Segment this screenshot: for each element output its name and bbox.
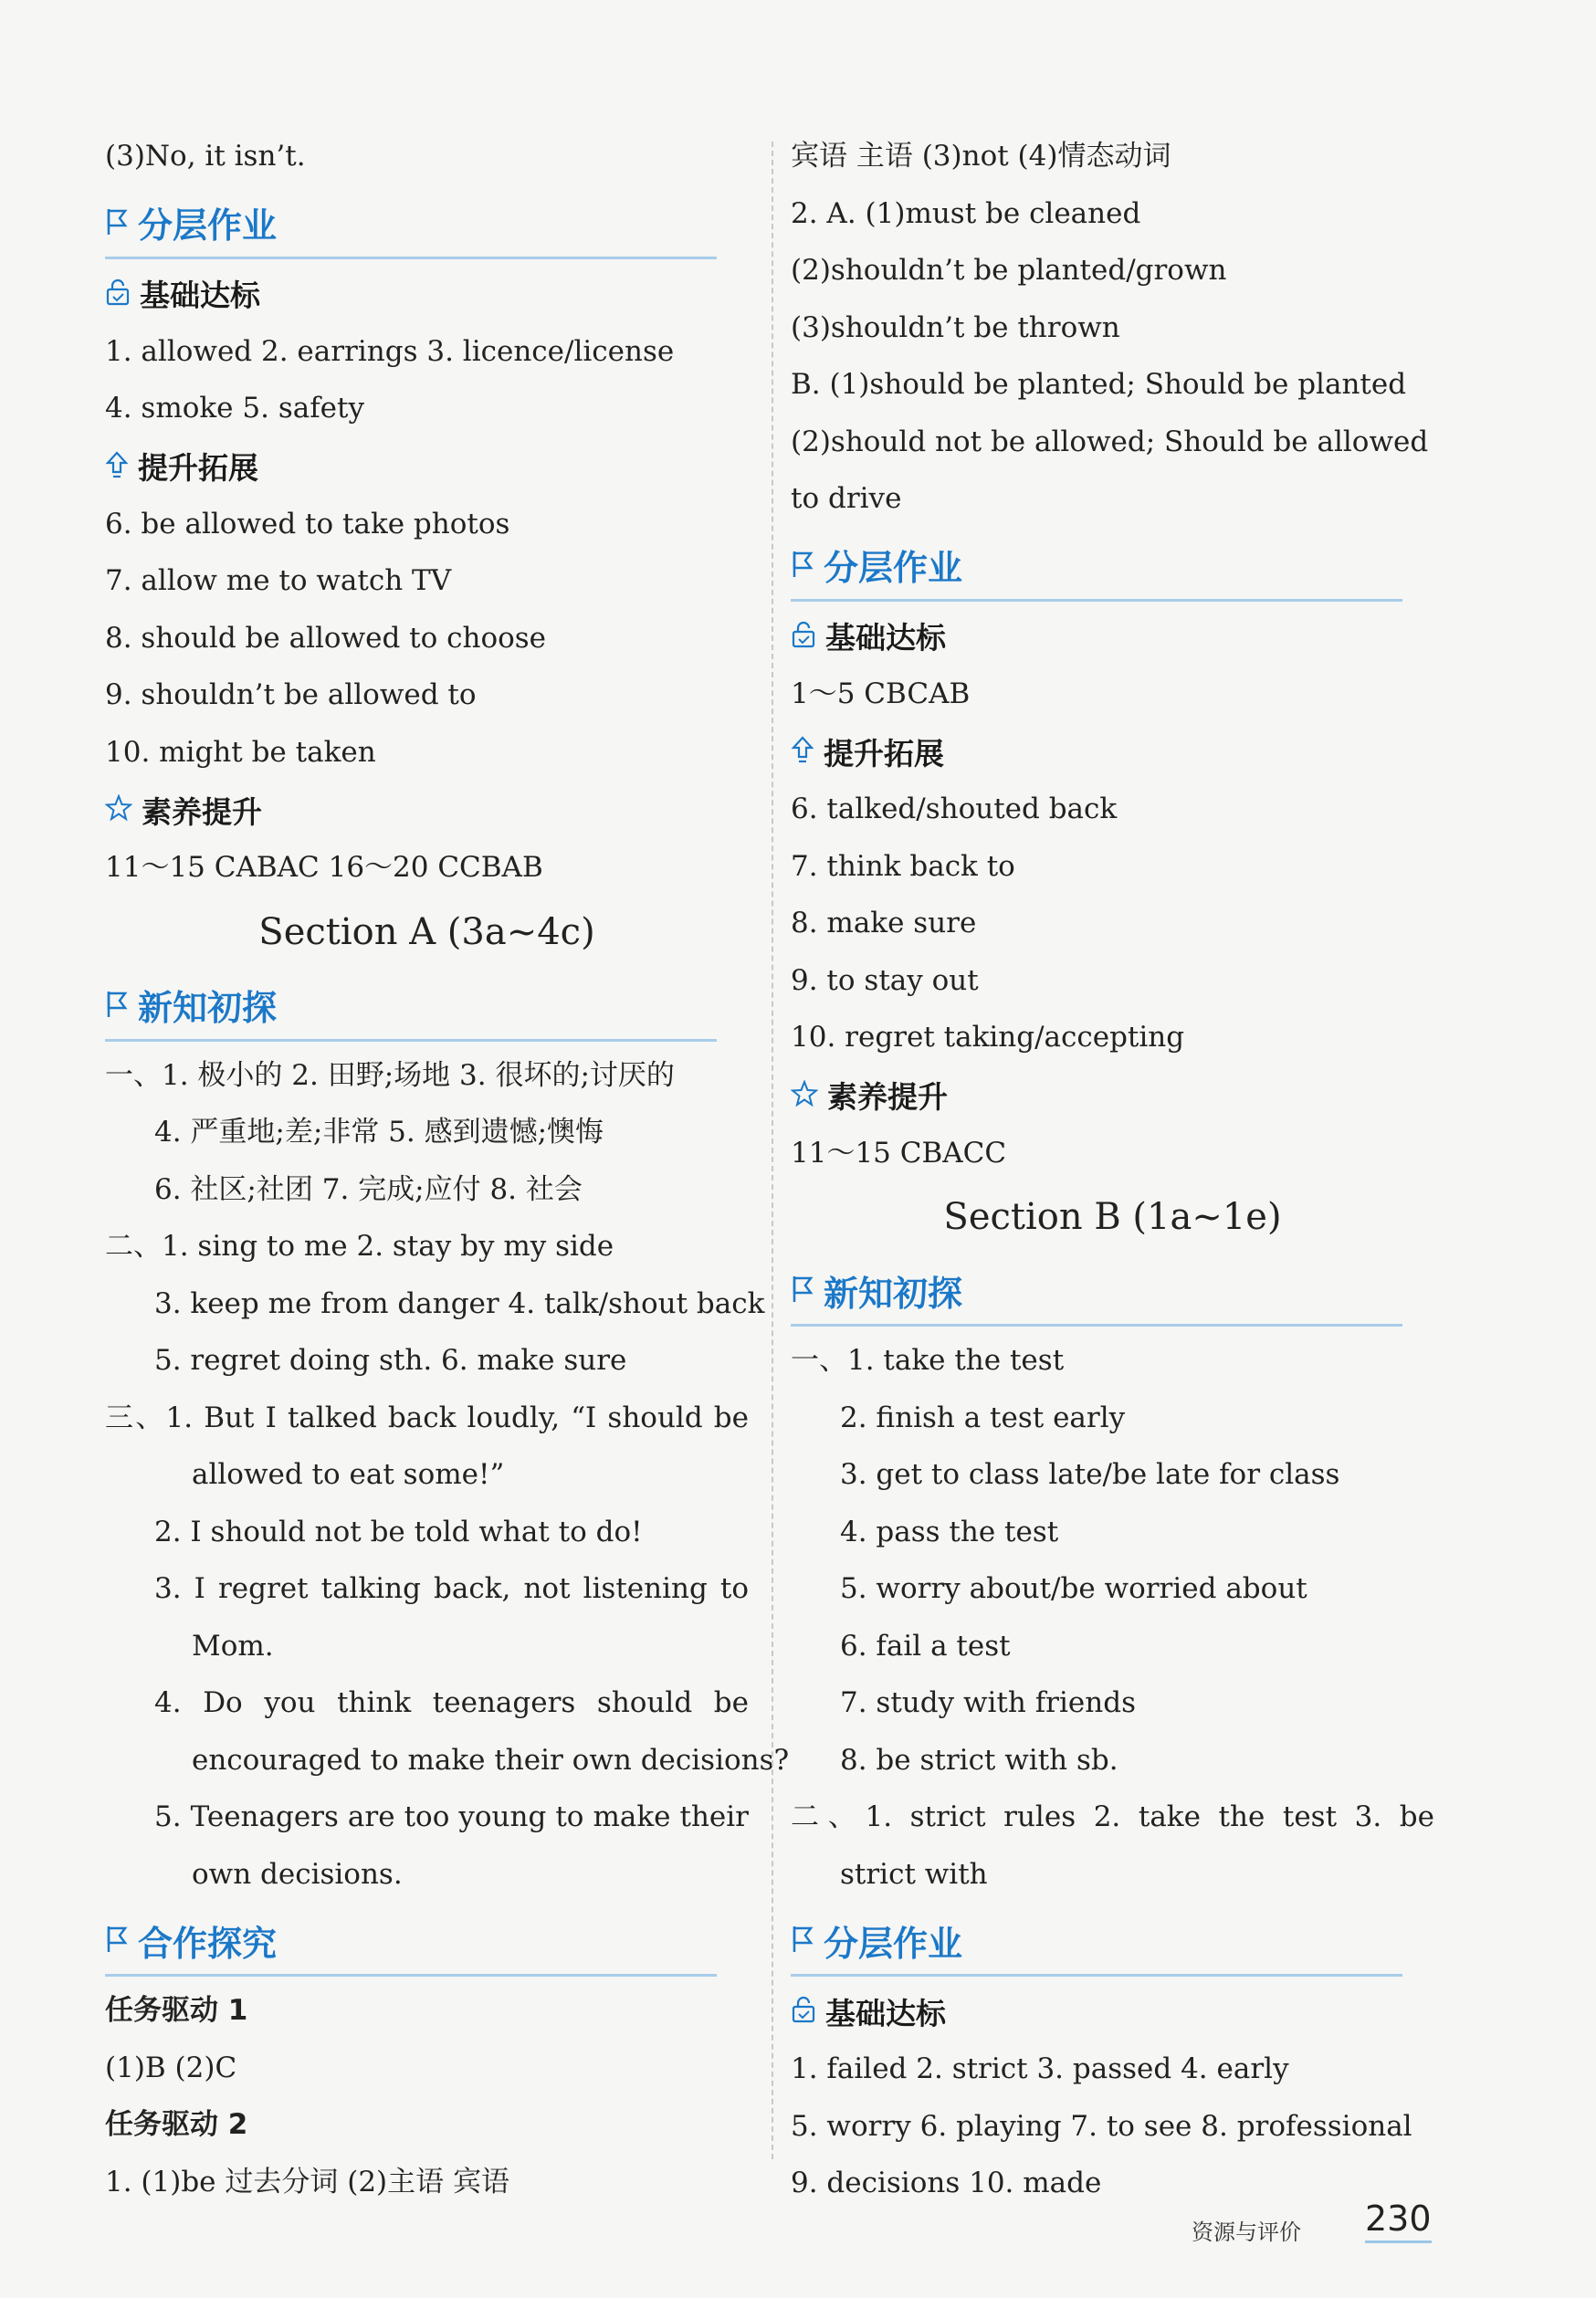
answer-line: 二、1. sing to me 2. stay by my side [105, 1230, 614, 1263]
subheading [791, 1982, 1434, 2041]
up-arrow-icon [791, 735, 814, 768]
answer-line: (3)shouldn’t be thrown [791, 310, 1120, 344]
section-heading [105, 971, 717, 1042]
subheading-text: 提升拓展 [824, 735, 944, 771]
answer-line: 一、1. take the test [791, 1344, 1065, 1377]
heading-text: 合作探究 [138, 1923, 278, 1964]
answer-line: own decisions. [192, 1857, 403, 1891]
answer-line: 4. smoke 5. safety [105, 392, 364, 425]
answer-line: 宾语 主语 (3)not (4)情态动词 [791, 140, 1171, 173]
task-label: 任务驱动 1 [105, 1994, 248, 2027]
answer-line: 9. decisions 10. made [791, 2167, 1102, 2199]
answer-line: (3)No, it isn’t. [105, 140, 306, 173]
star-icon [791, 1080, 818, 1111]
answer-line: 6. fail a test [840, 1629, 1011, 1663]
answer-line: allowed to eat some!” [192, 1458, 505, 1491]
answer-line: 4. pass the test [840, 1515, 1059, 1548]
answer-line: 2. finish a test early [840, 1401, 1126, 1434]
right-column [791, 128, 1434, 2212]
heading-text: 分层作业 [824, 1923, 963, 1964]
answer-line: 7. think back to [791, 849, 1015, 883]
subheading-text: 素养提升 [827, 1079, 948, 1115]
answer-line: 5. worry about/be worried about [840, 1572, 1307, 1605]
answer-line: 6. talked/shouted back [791, 792, 1118, 825]
answer-line: strict with [840, 1857, 988, 1891]
flag-icon [791, 1923, 818, 1957]
answer-line: 3. I regret talking back, not listening to [154, 1572, 749, 1605]
answer-line: 3. keep me from danger 4. talk/shout back [154, 1286, 765, 1320]
left-column [105, 128, 790, 2210]
answer-line: 9. shouldn’t be allowed to [105, 678, 477, 711]
answer-line: 11～15 CBACC [791, 1136, 1007, 1170]
answer-line: (1)B (2)C [105, 2051, 237, 2084]
flag-icon [105, 1923, 132, 1957]
column-divider [772, 142, 773, 2159]
section-heading [791, 1256, 1402, 1327]
answer-line: 1. failed 2. strict 3. passed 4. early [791, 2052, 1289, 2085]
task-label: 任务驱动 2 [105, 2108, 248, 2141]
answer-line: 4. Do you think teenagers should be [154, 1686, 749, 1719]
answer-line: 11～15 CABAC 16～20 CCBAB [105, 851, 543, 884]
subheading-text: 基础达标 [140, 278, 260, 313]
section-heading [791, 1906, 1402, 1977]
answer-line: 5. worry 6. playing 7. to see 8. professional [791, 2109, 1412, 2143]
lock-icon [791, 620, 816, 653]
answer-line: 8. make sure [791, 907, 977, 939]
answer-line: 2. A. (1)must be cleaned [791, 196, 1141, 230]
heading-text: 分层作业 [824, 548, 963, 588]
answer-line: (2)should not be allowed; Should be allowed [791, 425, 1429, 458]
subheading [105, 781, 749, 839]
subheading [791, 607, 1434, 666]
section-title: Section A (3a~4c) [258, 910, 595, 953]
subheading [105, 265, 749, 323]
heading-text: 分层作业 [138, 205, 278, 246]
answer-line: 一、1. 极小的 2. 田野;场地 3. 很坏的;讨厌的 [105, 1058, 675, 1092]
up-arrow-icon [105, 450, 129, 483]
answer-line: 7. study with friends [840, 1686, 1136, 1719]
answer-line: 8. should be allowed to choose [105, 621, 547, 655]
star-icon [105, 794, 132, 825]
answer-line: 10. might be taken [105, 735, 376, 769]
heading-text: 新知初探 [138, 988, 278, 1028]
answer-line: 1～5 CBCAB [791, 677, 971, 710]
flag-icon [791, 548, 818, 582]
answer-line: 5. regret doing sth. 6. make sure [154, 1344, 627, 1377]
answer-line: encouraged to make their own decisions? [192, 1743, 790, 1777]
subheading [105, 437, 749, 496]
subheading [791, 1066, 1434, 1125]
subheading [791, 722, 1434, 781]
subheading-text: 基础达标 [825, 1995, 946, 2031]
flag-icon [791, 1273, 818, 1307]
answer-line: 1. allowed 2. earrings 3. licence/license [105, 334, 675, 368]
answer-line: (2)shouldn’t be planted/grown [791, 254, 1227, 287]
answer-line: 7. allow me to watch TV [105, 564, 452, 597]
answer-line: 8. be strict with sb. [840, 1743, 1118, 1777]
answer-line: 2. I should not be told what to do! [154, 1515, 643, 1548]
answer-line: 6. 社区;社团 7. 完成;应付 8. 社会 [154, 1172, 583, 1206]
answer-line: 3. get to class late/be late for class [840, 1458, 1340, 1491]
section-heading [105, 1906, 717, 1977]
flag-icon [105, 205, 132, 240]
answer-line: 1. (1)be 过去分词 (2)主语 宾语 [105, 2165, 510, 2198]
page-number: 230 [1365, 2198, 1432, 2243]
answer-line: to drive [791, 482, 902, 515]
answer-line: Mom. [192, 1629, 274, 1663]
answer-line: B. (1)should be planted; Should be planted [791, 368, 1407, 401]
answer-line: 9. to stay out [791, 963, 979, 997]
answer-line: 10. regret taking/accepting [791, 1021, 1185, 1054]
subheading-text: 基础达标 [825, 620, 946, 656]
answer-line: 6. be allowed to take photos [105, 507, 510, 540]
answer-line: 5. Teenagers are too young to make their [154, 1800, 749, 1833]
answer-line: 二、1. strict rules 2. take the test 3. be [791, 1800, 1434, 1833]
subheading-text: 提升拓展 [138, 450, 258, 486]
lock-icon [105, 278, 131, 310]
footer-label: 资源与评价 [1192, 2219, 1301, 2245]
answer-line: 4. 严重地;差;非常 5. 感到遗憾;懊悔 [154, 1116, 604, 1149]
section-heading [791, 531, 1402, 602]
answer-line: 三、1. But I talked back loudly, “I should be [105, 1401, 749, 1434]
subheading-text: 素养提升 [142, 793, 262, 830]
flag-icon [105, 988, 132, 1023]
section-heading [105, 189, 717, 259]
heading-text: 新知初探 [824, 1273, 963, 1314]
section-title: Section B (1a~1e) [943, 1196, 1282, 1238]
lock-icon [791, 1995, 816, 2028]
